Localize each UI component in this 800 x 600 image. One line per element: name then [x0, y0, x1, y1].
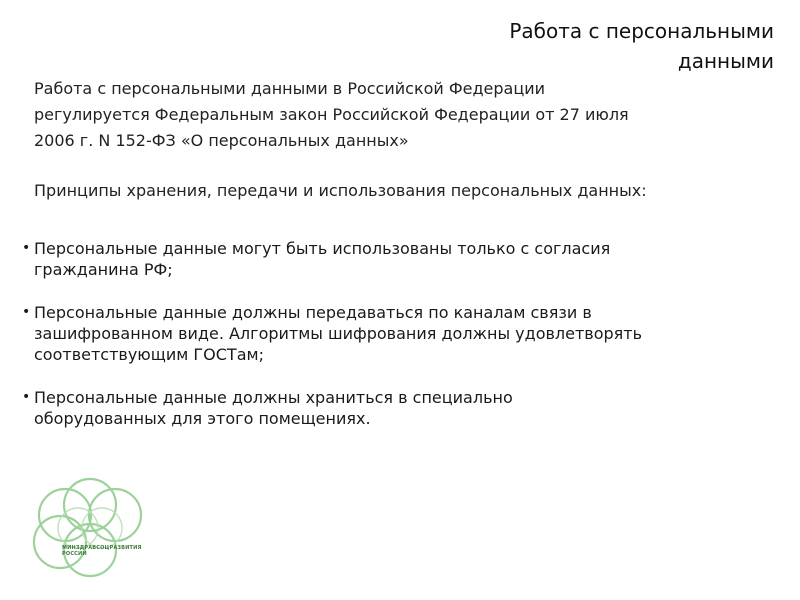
bullet-line: гражданина РФ;: [34, 260, 173, 279]
bullet-line: Персональные данные должны передаваться по каналам связи в: [34, 303, 592, 322]
logo-text-line-2: РОССИИ: [62, 551, 87, 557]
bullet-line: Персональные данные должны храниться в специально: [34, 388, 513, 407]
slide-title: [354, 16, 774, 76]
bullet-line: Персональные данные могут быть использованы только с согласия: [34, 239, 611, 258]
intro-line-1: Работа с персональными данными в Российской Федерации: [34, 79, 546, 98]
intro-line-2: регулируется Федеральным закон Российской Федерации от 27 июля: [34, 105, 629, 124]
intro-paragraph: [34, 76, 774, 154]
ministry-emblem-icon: [30, 470, 150, 588]
principles-heading: Принципы хранения, передачи и использования персональных данных:: [34, 181, 647, 200]
bullet-line: зашифрованном виде. Алгоритмы шифрования должны удовлетворять: [34, 324, 643, 343]
bullet-item-encryption: [22, 302, 782, 365]
bullet-marker: •: [22, 304, 31, 320]
bullet-marker: •: [22, 240, 31, 256]
bullet-item-storage: [22, 387, 782, 429]
bullet-line: соответствующим ГОСТам;: [34, 345, 264, 364]
bullet-list: [22, 238, 782, 451]
intro-line-3: 2006 г. N 152-ФЗ «О персональных данных»: [34, 131, 409, 150]
slide-title-line-2: данными: [677, 49, 774, 73]
bullet-item-consent: [22, 238, 782, 280]
bullet-marker: •: [22, 389, 31, 405]
bullet-line: оборудованных для этого помещениях.: [34, 409, 371, 428]
logo-text: [62, 545, 142, 557]
slide-title-line-1: Работа с персональными: [509, 19, 774, 43]
logo-text-line-1: МИНЗДРАВСОЦРАЗВИТИЯ: [62, 545, 142, 551]
